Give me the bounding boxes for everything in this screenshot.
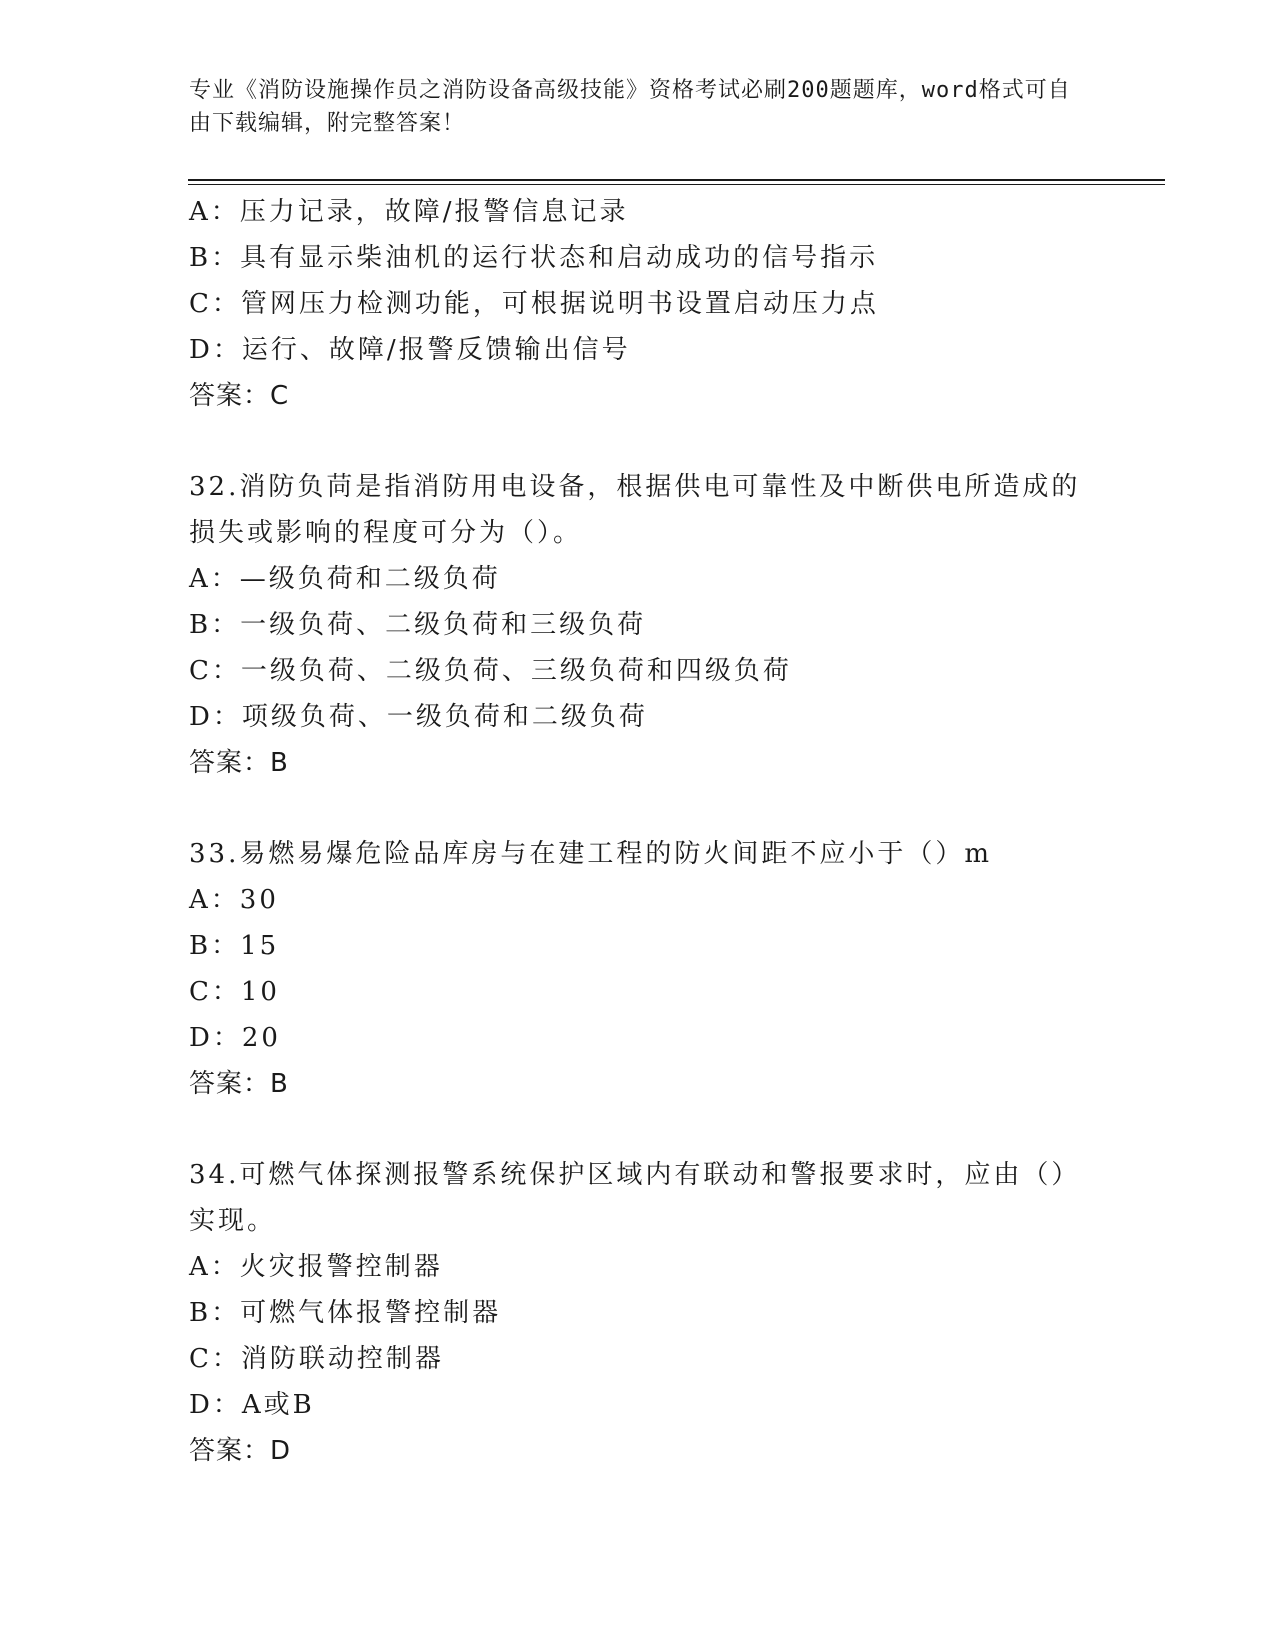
- document-header: 专业《消防设施操作员之消防设备高级技能》资格考试必刷200题题库，word格式可自由下载编辑，附完整答案！: [189, 78, 1071, 136]
- answer-label: 答案：B: [189, 1069, 289, 1099]
- answer-label: 答案：C: [189, 381, 290, 411]
- question-text: 32.消防负苘是指消防用电设备，根据供电可靠性及中断供电所造成的损失或影响的程度可分为（）。: [189, 472, 1081, 548]
- option-d: D：20: [189, 1023, 281, 1053]
- option-c: C：消防联动控制器: [189, 1344, 444, 1374]
- option-c: C：10: [189, 977, 280, 1007]
- option-d: D：运行、故障/报警反馈输出信号: [189, 335, 631, 365]
- option-a: A：压力记录，故障/报警信息记录: [189, 197, 629, 227]
- answer-label: 答案：D: [189, 1436, 292, 1466]
- option-d: D：A或B: [189, 1390, 315, 1420]
- header-divider-top: [188, 179, 1165, 181]
- question-block-34: [189, 1152, 1109, 1474]
- question-block-33: [189, 831, 1109, 1107]
- question-block-prev: [189, 189, 1109, 419]
- option-b: B：具有显示柴油机的运行状态和启动成功的信号指示: [189, 243, 879, 273]
- option-c: C：一级负荷、二级负荷、三级负荷和四级负荷: [189, 656, 792, 686]
- option-a: A：—级负荷和二级负荷: [189, 564, 501, 594]
- question-block-32: [189, 464, 1109, 786]
- option-d: D：项级负荷、一级负荷和二级负荷: [189, 702, 648, 732]
- option-b: B：15: [189, 931, 280, 961]
- question-text: 33.易燃易爆危险品库房与在建工程的防火间距不应小于（）m: [189, 839, 993, 869]
- header-divider-bottom: [188, 184, 1165, 186]
- option-b: B：可燃气体报警控制器: [189, 1298, 502, 1328]
- option-b: B：一级负荷、二级负荷和三级负荷: [189, 610, 647, 640]
- answer-label: 答案：B: [189, 748, 289, 778]
- option-a: A：30: [189, 885, 279, 915]
- question-list: [189, 189, 1109, 1474]
- option-c: C：管网压力检测功能，可根据说明书设置启动压力点: [189, 289, 879, 319]
- question-text: 34.可燃气体探测报警系统保护区域内有联动和警报要求时，应由（）实现。: [189, 1160, 1081, 1236]
- option-a: A：火灾报警控制器: [189, 1252, 443, 1282]
